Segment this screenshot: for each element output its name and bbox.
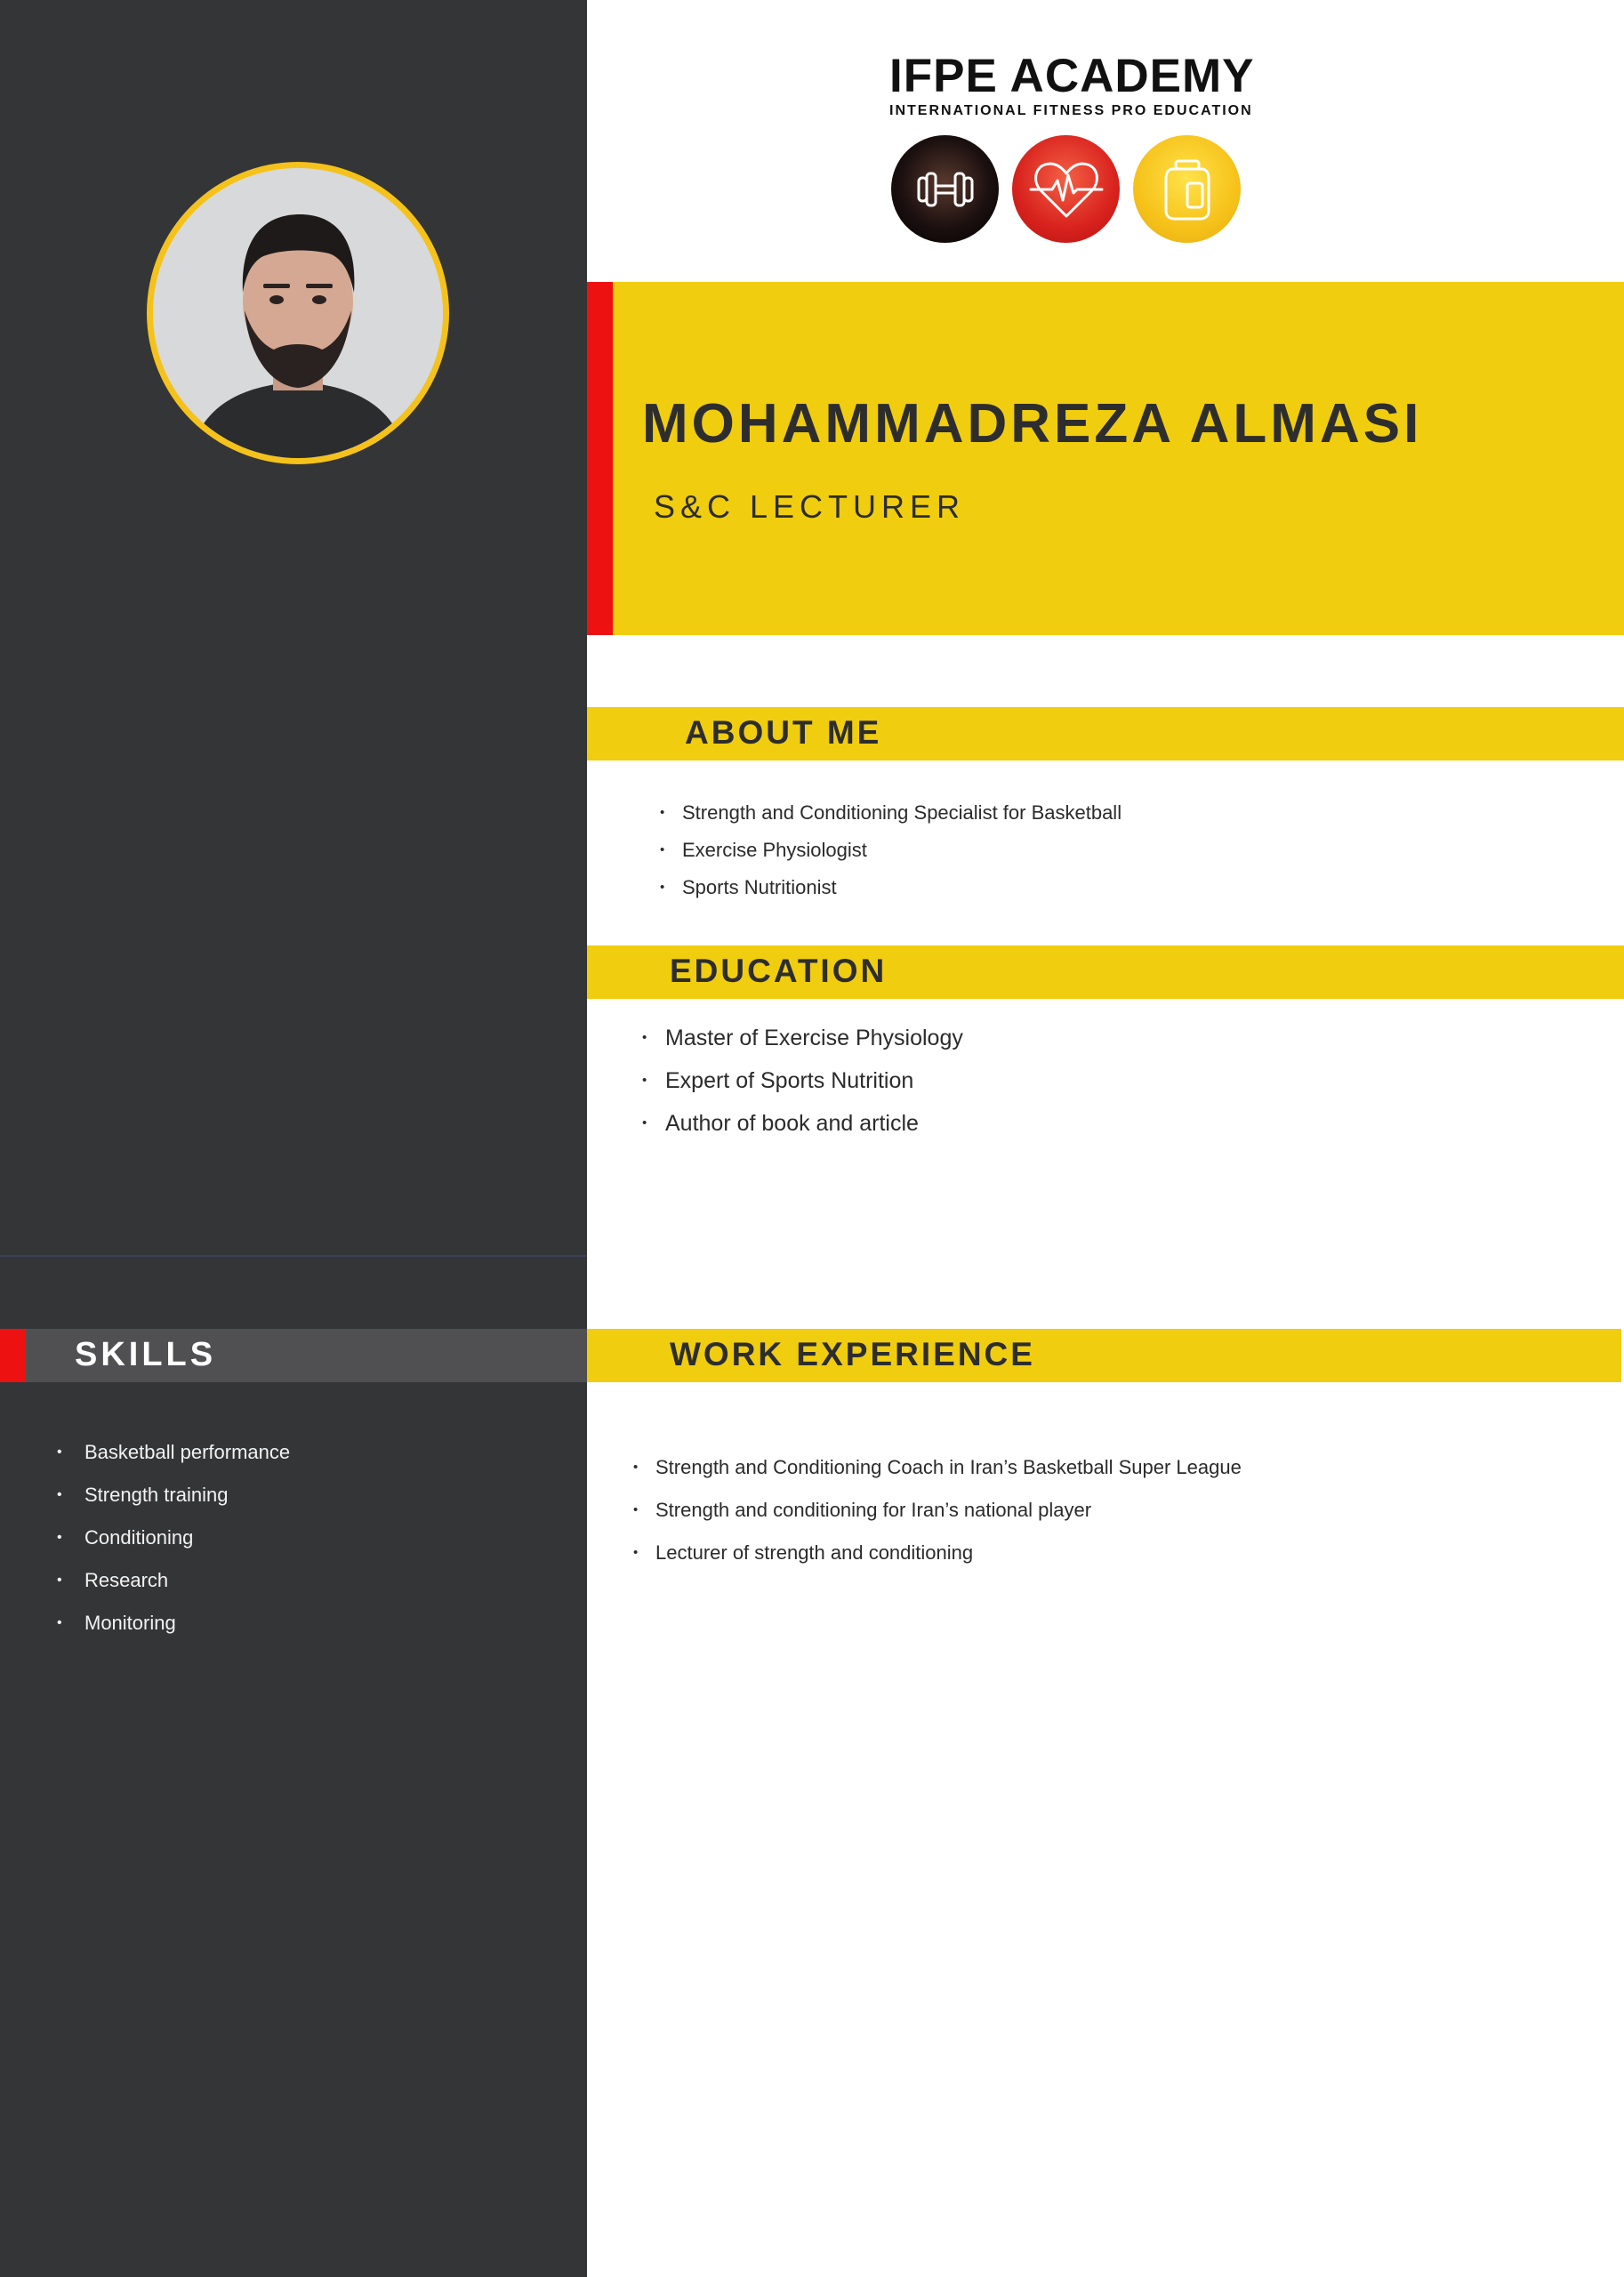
profile-photo bbox=[153, 168, 443, 458]
skill-item: • Strength training bbox=[57, 1476, 290, 1518]
name-banner bbox=[587, 282, 1624, 635]
sidebar bbox=[0, 0, 587, 2277]
about-item: • Strength and Conditioning Specialist for Basketball bbox=[660, 798, 1122, 835]
work-header bbox=[587, 1329, 1621, 1382]
education-item: • Author of book and article bbox=[642, 1106, 963, 1149]
work-item: • Strength and conditioning for Iran’s national player bbox=[633, 1495, 1242, 1538]
skills-accent bbox=[0, 1329, 26, 1382]
about-header bbox=[587, 707, 1624, 760]
about-item: • Exercise Physiologist bbox=[660, 835, 1122, 873]
about-list bbox=[660, 798, 1122, 910]
academy-logo bbox=[889, 52, 1254, 247]
education-item: • Master of Exercise Physiology bbox=[642, 1021, 963, 1064]
education-item: • Expert of Sports Nutrition bbox=[642, 1064, 963, 1106]
education-list bbox=[642, 1021, 963, 1149]
work-item: • Strength and Conditioning Coach in Iran’s Basketball Super League bbox=[633, 1452, 1242, 1495]
dumbbell-icon bbox=[891, 135, 999, 243]
work-title: WORK EXPERIENCE bbox=[670, 1336, 1035, 1372]
skill-item: • Monitoring bbox=[57, 1604, 290, 1646]
profile-photo-frame bbox=[147, 162, 449, 464]
skill-item: • Conditioning bbox=[57, 1518, 290, 1561]
logo-badges bbox=[891, 135, 1241, 243]
logo-title: IFPE ACADEMY bbox=[889, 50, 1255, 102]
skills-title: SKILLS bbox=[75, 1336, 217, 1373]
skills-header bbox=[0, 1329, 587, 1382]
education-header bbox=[587, 945, 1624, 999]
sidebar-divider bbox=[0, 1255, 587, 1257]
skills-list bbox=[57, 1433, 290, 1646]
about-item: • Sports Nutritionist bbox=[660, 873, 1122, 910]
skill-item: • Research bbox=[57, 1561, 290, 1604]
work-list bbox=[633, 1452, 1242, 1581]
person-portrait-icon bbox=[153, 168, 443, 458]
jar-icon bbox=[1133, 135, 1241, 243]
person-role: S&C LECTURER bbox=[654, 488, 966, 525]
logo-subtitle: INTERNATIONAL FITNESS PRO EDUCATION bbox=[889, 103, 1253, 118]
skill-item: • Basketball performance bbox=[57, 1433, 290, 1476]
name-accent bbox=[587, 282, 613, 635]
education-title: EDUCATION bbox=[670, 953, 888, 989]
person-name: MOHAMMADREZA ALMASI bbox=[642, 393, 1423, 455]
about-title: ABOUT ME bbox=[685, 714, 882, 751]
work-item: • Lecturer of strength and conditioning bbox=[633, 1538, 1242, 1581]
heart-pulse-icon bbox=[1012, 135, 1120, 243]
